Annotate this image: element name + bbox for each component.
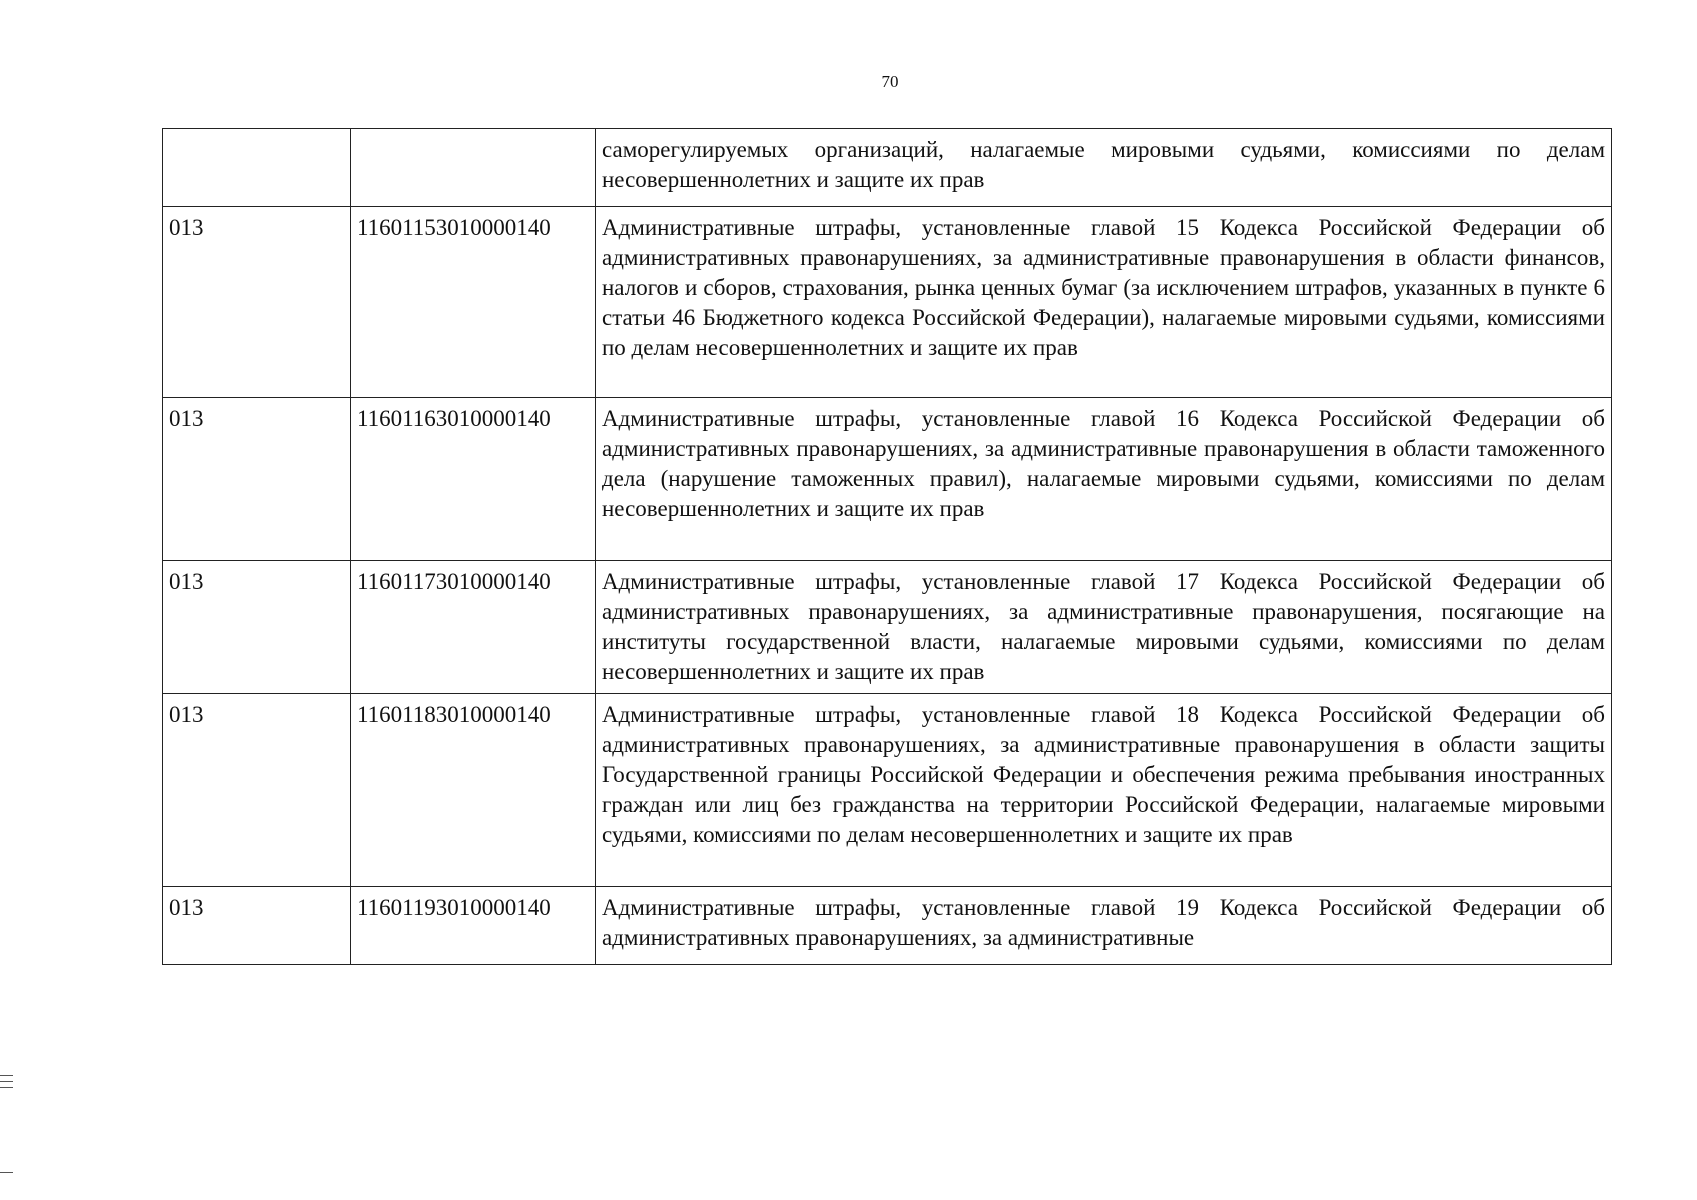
cell-admin-code: 013 xyxy=(163,694,351,887)
cell-kbk-code: 11601153010000140 xyxy=(351,207,596,398)
cell-description: Административные штрафы, установленные главой 16 Кодекса Российской Федерации об административных правонарушениях, за административные правонарушения в области таможенного дела (нарушение таможенных правил), налагаемые мировыми судьями, комиссиями по делам несовершеннолетних и защите их прав xyxy=(596,398,1612,561)
cell-description: Административные штрафы, установленные главой 15 Кодекса Российской Федерации об административных правонарушениях, за административные правонарушения в области финансов, налогов и сборов, страхования, рынка ценных бумаг (за исключением штрафов, указанных в пункте 6 статьи 46 Бюджетного кодекса Российской Федерации), налагаемые мировыми судьями, комиссиями по делам несовершеннолетних и защите их прав xyxy=(596,207,1612,398)
page-number: 70 xyxy=(881,72,899,91)
table-row xyxy=(163,207,1612,398)
scan-mark xyxy=(0,1075,13,1076)
cell-admin-code: 013 xyxy=(163,887,351,965)
table-row xyxy=(163,887,1612,965)
cell-description: Административные штрафы, установленные главой 18 Кодекса Российской Федерации об административных правонарушениях, за административные правонарушения в области защиты Государственной границы Российской Федерации и обеспечения режима пребывания иностранных граждан или лиц без гражданства на территории Российской Федерации, налагаемые мировыми судьями, комиссиями по делам несовершеннолетних и защите их прав xyxy=(596,694,1612,887)
cell-description: Административные штрафы, установленные главой 19 Кодекса Российской Федерации об административных правонарушениях, за административные xyxy=(596,887,1612,965)
cell-kbk-code: 11601163010000140 xyxy=(351,398,596,561)
cell-admin-code xyxy=(163,129,351,207)
cell-admin-code: 013 xyxy=(163,398,351,561)
table-row xyxy=(163,398,1612,561)
cell-description: саморегулируемых организаций, налагаемые мировыми судьями, комиссиями по делам несовершеннолетних и защите их прав xyxy=(596,129,1612,207)
cell-kbk-code: 11601183010000140 xyxy=(351,694,596,887)
table-row xyxy=(163,694,1612,887)
table-row xyxy=(163,129,1612,207)
budget-codes-table xyxy=(162,128,1612,965)
scan-mark xyxy=(0,1172,13,1173)
cell-admin-code: 013 xyxy=(163,561,351,694)
scan-margin-marks xyxy=(0,1075,14,1093)
cell-description: Административные штрафы, установленные главой 17 Кодекса Российской Федерации об административных правонарушениях, за административные правонарушения, посягающие на институты государственной власти, налагаемые мировыми судьями, комиссиями по делам несовершеннолетних и защите их прав xyxy=(596,561,1612,694)
cell-kbk-code: 11601193010000140 xyxy=(351,887,596,965)
scan-mark xyxy=(0,1087,13,1088)
cell-kbk-code: 11601173010000140 xyxy=(351,561,596,694)
table-row xyxy=(163,561,1612,694)
scan-mark xyxy=(0,1081,13,1082)
cell-kbk-code xyxy=(351,129,596,207)
cell-admin-code: 013 xyxy=(163,207,351,398)
